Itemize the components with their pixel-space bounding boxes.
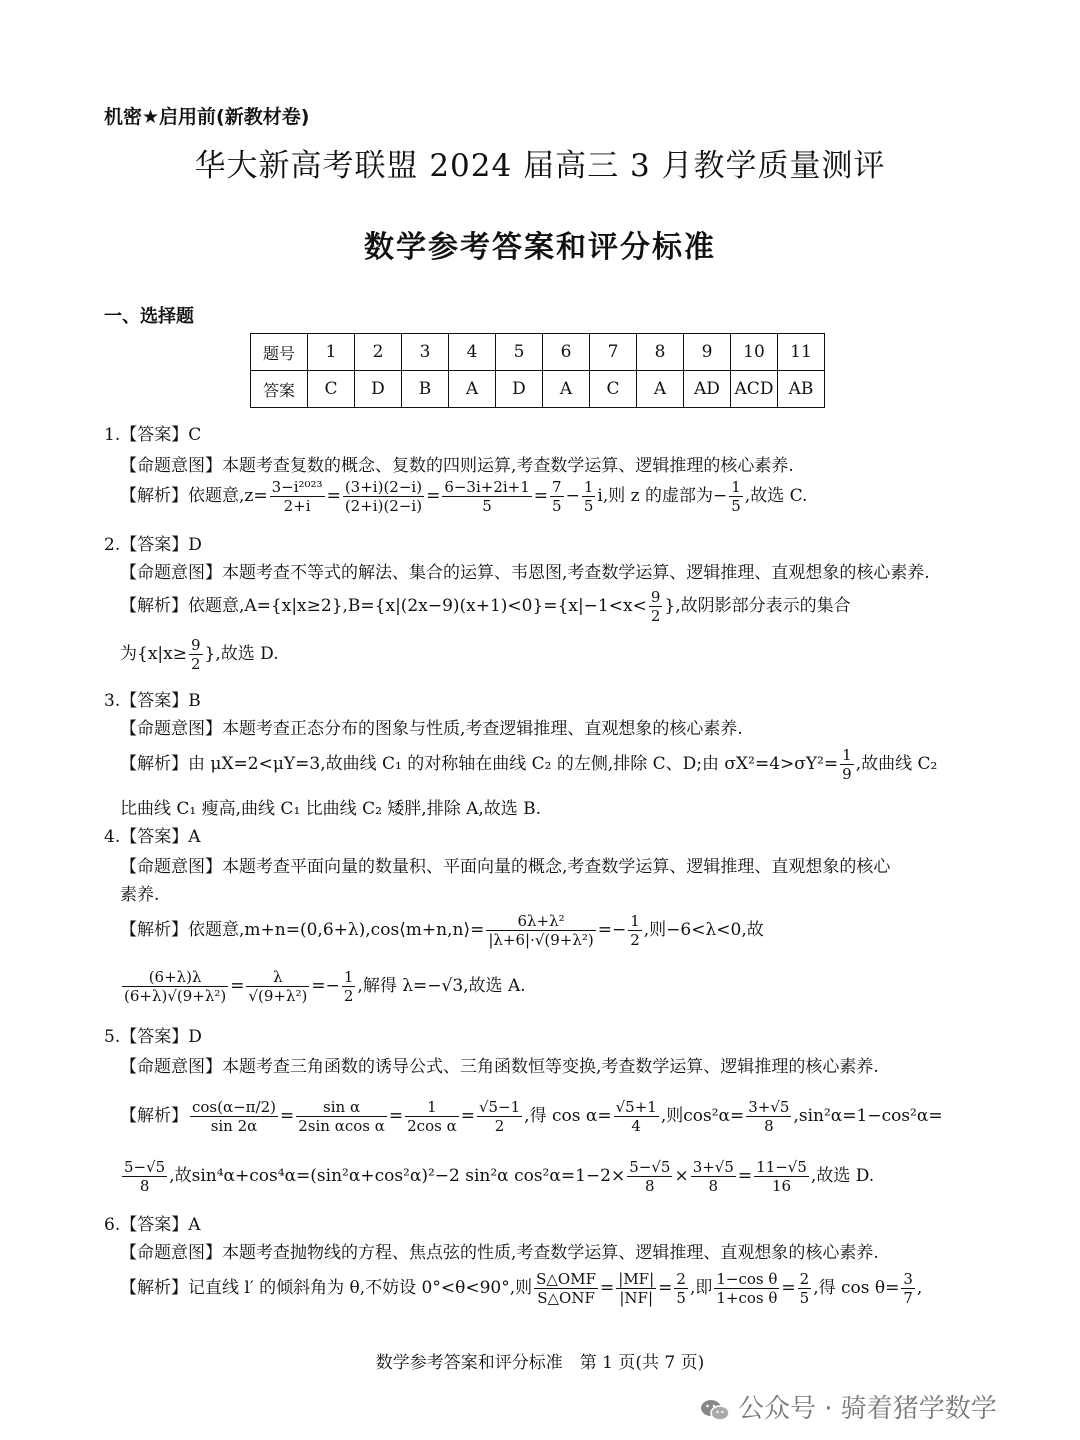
q6-intent: 【命题意图】本题考查抛物线的方程、焦点弦的性质,考查数学运算、逻辑推理、直观想象的核心素养. <box>120 1243 879 1263</box>
q3-answer: 3.【答案】B <box>104 691 201 711</box>
confidential-label: 机密★启用前(新教材卷) <box>104 106 310 128</box>
denominator: (2+i)(2−i) <box>344 497 423 515</box>
fraction <box>122 968 228 1005</box>
numerator: cos(α−π/2) <box>192 1098 276 1116</box>
fraction <box>405 1098 459 1135</box>
table-cell: 7 <box>590 334 637 371</box>
q6-answer: 6.【答案】A <box>104 1215 201 1235</box>
q5-analysis-line1: 【解析】 $\frac{\cos(\alpha-\pi/2)}{\sin 2\alpha}$ = $\frac{\text{sin α}}{\text{2sin αcos α}}$ = $\frac{1}{\text{2cos α}}$ = $\frac{√5-1}{2}$ ,得 cos α= $\frac{√5+1}{4}$ ,则cos²α= $\frac{3+√5}{8}$ ,sin²α=1−cos²α= <box>120 1098 943 1135</box>
numerator: 1 <box>842 746 852 764</box>
analysis-label: 【解析】 <box>120 754 188 774</box>
numerator: 5−√5 <box>124 1158 166 1176</box>
numerator: 3−i²⁰²³ <box>271 478 323 496</box>
denominator: 2sin αcos α <box>298 1117 385 1135</box>
fraction <box>486 912 595 949</box>
fraction <box>190 1098 278 1135</box>
numerator: 1−cos θ <box>716 1270 778 1288</box>
q4-analysis-line1 <box>120 912 764 949</box>
text: × <box>674 1166 689 1186</box>
denominator: 2 <box>630 931 640 949</box>
table-cell: 10 <box>731 334 778 371</box>
text: ,故曲线 C₂ <box>855 754 938 774</box>
table-cell: 3 <box>402 334 449 371</box>
page-footer: 数学参考答案和评分标准 第 1 页(共 7 页) <box>375 1353 705 1373</box>
denominator: 8 <box>139 1177 150 1195</box>
text: ,则−6<λ<0,故 <box>643 920 764 940</box>
q4-intent-line1: 【命题意图】本题考查平面向量的数量积、平面向量的概念,考查数学运算、逻辑推理、直观想象的核心 <box>120 857 891 877</box>
denominator: 5 <box>799 1289 810 1307</box>
q4-answer: 4.【答案】A <box>104 827 201 847</box>
table-cell: AD <box>684 371 731 408</box>
numerator: sin α <box>296 1098 387 1117</box>
table-cell: 2 <box>355 334 402 371</box>
numerator: 2 <box>676 1270 686 1288</box>
q5-answer: 5.【答案】D <box>104 1027 202 1047</box>
numerator: √5−1 <box>478 1098 521 1116</box>
text: ,得 cos α= <box>524 1106 612 1126</box>
denominator: 2 <box>650 607 661 625</box>
text: =− <box>311 976 340 996</box>
text: , <box>916 1278 923 1298</box>
numerator: 1 <box>731 478 741 496</box>
denominator: 1+cos θ <box>716 1289 778 1307</box>
fraction <box>714 1270 779 1307</box>
text: },故选 D. <box>204 644 279 664</box>
fraction <box>270 478 325 515</box>
q1-answer: 1.【答案】C <box>104 425 202 445</box>
fraction <box>342 968 356 1005</box>
denominator: 9 <box>842 765 852 783</box>
q1-intent: 【命题意图】本题考查复数的概念、复数的四则运算,考查数学运算、逻辑推理的核心素养. <box>120 456 794 476</box>
q2-analysis-line2 <box>120 636 279 673</box>
text: 记直线 l′ 的倾斜角为 θ,不妨设 0°<θ<90°,则 <box>188 1278 533 1298</box>
analysis-label: 【解析】 <box>120 920 188 940</box>
denominator: 4 <box>631 1117 641 1135</box>
q3-analysis-line2: 比曲线 C₁ 瘦高,曲线 C₁ 比曲线 C₂ 矮胖,排除 A,故选 B. <box>120 799 542 819</box>
numerator: 1 <box>343 968 354 986</box>
fraction <box>627 1158 672 1195</box>
denominator: |λ+6|·√(9+λ²) <box>488 931 594 949</box>
doc-subtitle: 数学参考答案和评分标准 <box>364 230 716 265</box>
table-cell: D <box>496 371 543 408</box>
numerator: |MF| <box>618 1270 655 1288</box>
text: i,则 z 的虚部为− <box>597 486 728 506</box>
q3-intent: 【命题意图】本题考查正态分布的图象与性质,考查逻辑推理、直观想象的核心素养. <box>120 719 743 739</box>
denominator: 2cos α <box>407 1117 457 1135</box>
table-row <box>251 334 825 371</box>
denominator: 2 <box>190 655 201 673</box>
wechat-icon <box>700 1398 730 1422</box>
numerator: S△OMF <box>536 1270 597 1288</box>
q5-intent: 【命题意图】本题考查三角函数的诱导公式、三角函数恒等变换,考查数学运算、逻辑推理的核心素养. <box>120 1057 879 1077</box>
q1-analysis: 【解析】依题意,z= $\frac{\text{3−i²⁰²³}}{2+i}$ = $\frac{(3+i)(2-i)}{(2+i)(2-i)}$ = $\frac{6-3i+2i+1}{5}$ = $\frac{7}{5}$ − $\frac{1}{5}$ i,则 z 的虚部为− $\frac{1}{5}$ ,故选 C. <box>120 478 808 515</box>
fraction <box>798 1270 812 1307</box>
table-cell: B <box>402 371 449 408</box>
denominator: 2+i <box>283 497 311 515</box>
numerator: 9 <box>650 588 661 606</box>
denominator: 5 <box>583 497 594 515</box>
section-heading: 一、选择题 <box>104 306 194 327</box>
fraction <box>840 746 854 783</box>
table-cell: 1 <box>308 334 355 371</box>
numerator: 3+√5 <box>748 1098 790 1116</box>
fraction <box>534 1270 598 1307</box>
denominator: 7 <box>903 1289 913 1307</box>
table-row <box>251 371 825 408</box>
denominator: √(9+λ²) <box>248 987 308 1005</box>
fraction <box>122 1158 167 1195</box>
denominator: |NF| <box>619 1289 654 1307</box>
table-cell: ACD <box>731 371 778 408</box>
numerator: λ <box>246 968 309 987</box>
denominator: 8 <box>645 1177 655 1195</box>
denominator: 5 <box>676 1289 686 1307</box>
text: 依题意,z= <box>188 486 268 506</box>
fraction <box>296 1098 387 1135</box>
numerator: 9 <box>190 636 201 654</box>
table-cell: 8 <box>637 334 684 371</box>
table-cell: AB <box>778 371 825 408</box>
numerator: 3+√5 <box>692 1158 734 1176</box>
answer-table <box>250 333 825 408</box>
numerator: √5+1 <box>615 1098 657 1116</box>
q5-analysis-line2: $\frac{5-√5}{8}$ ,故sin⁴α+cos⁴α=(sin²α+cos²α)²−2 sin²α cos²α=1−2× $\frac{5-√5}{8}$ × $\frac{3+√5}{8}$ = $\frac{11-√5}{16}$ ,故选 D. <box>124 1158 875 1195</box>
table-cell: 9 <box>684 334 731 371</box>
analysis-label: 【解析】 <box>120 1106 188 1126</box>
denominator: 8 <box>764 1117 774 1135</box>
fraction <box>649 588 663 625</box>
q6-analysis: 【解析】记直线 l′ 的倾斜角为 θ,不妨设 0°<θ<90°,则 $\frac{\text{S△OMF}}{\text{S△ONF}}$ = $\frac{|MF|}{|NF|}$ = $\frac{2}{5}$ ,即 $\frac{\text{1−cos θ}}{\text{1+cos θ}}$ = $\frac{2}{5}$ ,得 cos θ= $\frac{3}{7}$ , <box>120 1270 923 1307</box>
fraction <box>614 1098 659 1135</box>
numerator: 7 <box>552 478 562 496</box>
denominator: 2 <box>494 1117 505 1135</box>
q3-analysis-line1 <box>120 746 937 783</box>
text: 依题意,m+n=(0,6+λ),cos⟨m+n,n⟩= <box>188 920 485 940</box>
fraction <box>477 1098 522 1135</box>
denominator: S△ONF <box>537 1289 595 1307</box>
denominator: (6+λ)√(9+λ²) <box>124 987 227 1005</box>
table-cell: A <box>543 371 590 408</box>
analysis-label: 【解析】 <box>120 486 188 506</box>
table-row-label: 答案 <box>251 371 308 408</box>
text: 为{x|x≥ <box>120 644 187 664</box>
fraction <box>550 478 564 515</box>
q4-analysis-line2: $\frac{(6+\lambda)\lambda}{\text{(6+λ)√(9+λ²)}}$ = $\frac{\lambda}{\text{√(9+λ²)}}$ =− $\frac{1}{2}$ ,解得 λ=−√3,故选 A. <box>124 968 526 1005</box>
exam-title: 华大新高考联盟 2024 届高三 3 月教学质量测评 <box>194 148 886 184</box>
denominator: 16 <box>771 1177 792 1195</box>
table-cell: 6 <box>543 334 590 371</box>
table-cell: 4 <box>449 334 496 371</box>
numerator: (6+λ)λ <box>122 968 228 987</box>
numerator: 11−√5 <box>756 1158 807 1176</box>
fraction <box>189 636 203 673</box>
numerator: 6−3i+2i+1 <box>444 478 530 496</box>
table-cell: C <box>308 371 355 408</box>
numerator: 1 <box>405 1098 459 1117</box>
numerator: (3+i)(2−i) <box>344 478 423 496</box>
fraction <box>901 1270 915 1307</box>
text: 由 μX=2<μY=3,故曲线 C₁ 的对称轴在曲线 C₂ 的左侧,排除 C、D;由 σX²=4>σY²= <box>188 754 839 774</box>
fraction <box>674 1270 688 1307</box>
q2-intent: 【命题意图】本题考查不等式的解法、集合的运算、韦恩图,考查数学运算、逻辑推理、直观想象的核心素养. <box>120 563 930 583</box>
numerator: 6λ+λ² <box>486 912 595 931</box>
text: ,sin²α=1−cos²α= <box>793 1106 943 1126</box>
text: ,解得 λ=−√3,故选 A. <box>357 976 526 996</box>
fraction <box>628 912 642 949</box>
denominator: 5 <box>482 497 492 515</box>
denominator: 2 <box>343 987 354 1005</box>
text: ,故选 C. <box>744 486 808 506</box>
analysis-label: 【解析】 <box>120 596 188 616</box>
denominator: 5 <box>731 497 741 515</box>
fraction <box>746 1098 791 1135</box>
fraction <box>616 1270 656 1307</box>
text: ,得 cos θ= <box>813 1278 900 1298</box>
denominator: sin 2α <box>210 1117 258 1135</box>
text: =− <box>597 920 627 940</box>
watermark <box>700 1388 997 1425</box>
fraction <box>343 478 424 515</box>
fraction <box>691 1158 736 1195</box>
numerator: 1 <box>583 478 594 496</box>
table-cell: C <box>590 371 637 408</box>
q2-analysis-line1 <box>120 588 851 625</box>
numerator: 1 <box>630 912 640 930</box>
table-cell: A <box>637 371 684 408</box>
text: },故阴影部分表示的集合 <box>664 596 851 616</box>
watermark-text: 公众号 · 骑着猪学数学 <box>738 1394 997 1424</box>
text: ,故选 D. <box>810 1166 875 1186</box>
numerator: 2 <box>799 1270 810 1288</box>
table-cell: 5 <box>496 334 543 371</box>
numerator: 3 <box>903 1270 913 1288</box>
text: ,即 <box>689 1278 713 1298</box>
q4-intent-line2: 素养. <box>120 885 160 905</box>
text: 依题意,A={x|x≥2},B={x|(2x−9)(x+1)<0}={x|−1<x< <box>188 596 647 616</box>
numerator: 5−√5 <box>629 1158 671 1176</box>
fraction <box>729 478 743 515</box>
q2-answer: 2.【答案】D <box>104 535 202 555</box>
denominator: 5 <box>552 497 562 515</box>
table-row-label: 题号 <box>251 334 308 371</box>
fraction <box>246 968 309 1005</box>
text: ,故sin⁴α+cos⁴α=(sin²α+cos²α)²−2 sin²α cos²α=1−2× <box>169 1166 626 1186</box>
fraction <box>754 1158 809 1195</box>
table-cell: D <box>355 371 402 408</box>
denominator: 8 <box>708 1177 719 1195</box>
table-cell: A <box>449 371 496 408</box>
fraction <box>582 478 596 515</box>
analysis-label: 【解析】 <box>120 1278 188 1298</box>
text: ,则cos²α= <box>660 1106 745 1126</box>
table-cell: 11 <box>778 334 825 371</box>
fraction <box>442 478 531 515</box>
